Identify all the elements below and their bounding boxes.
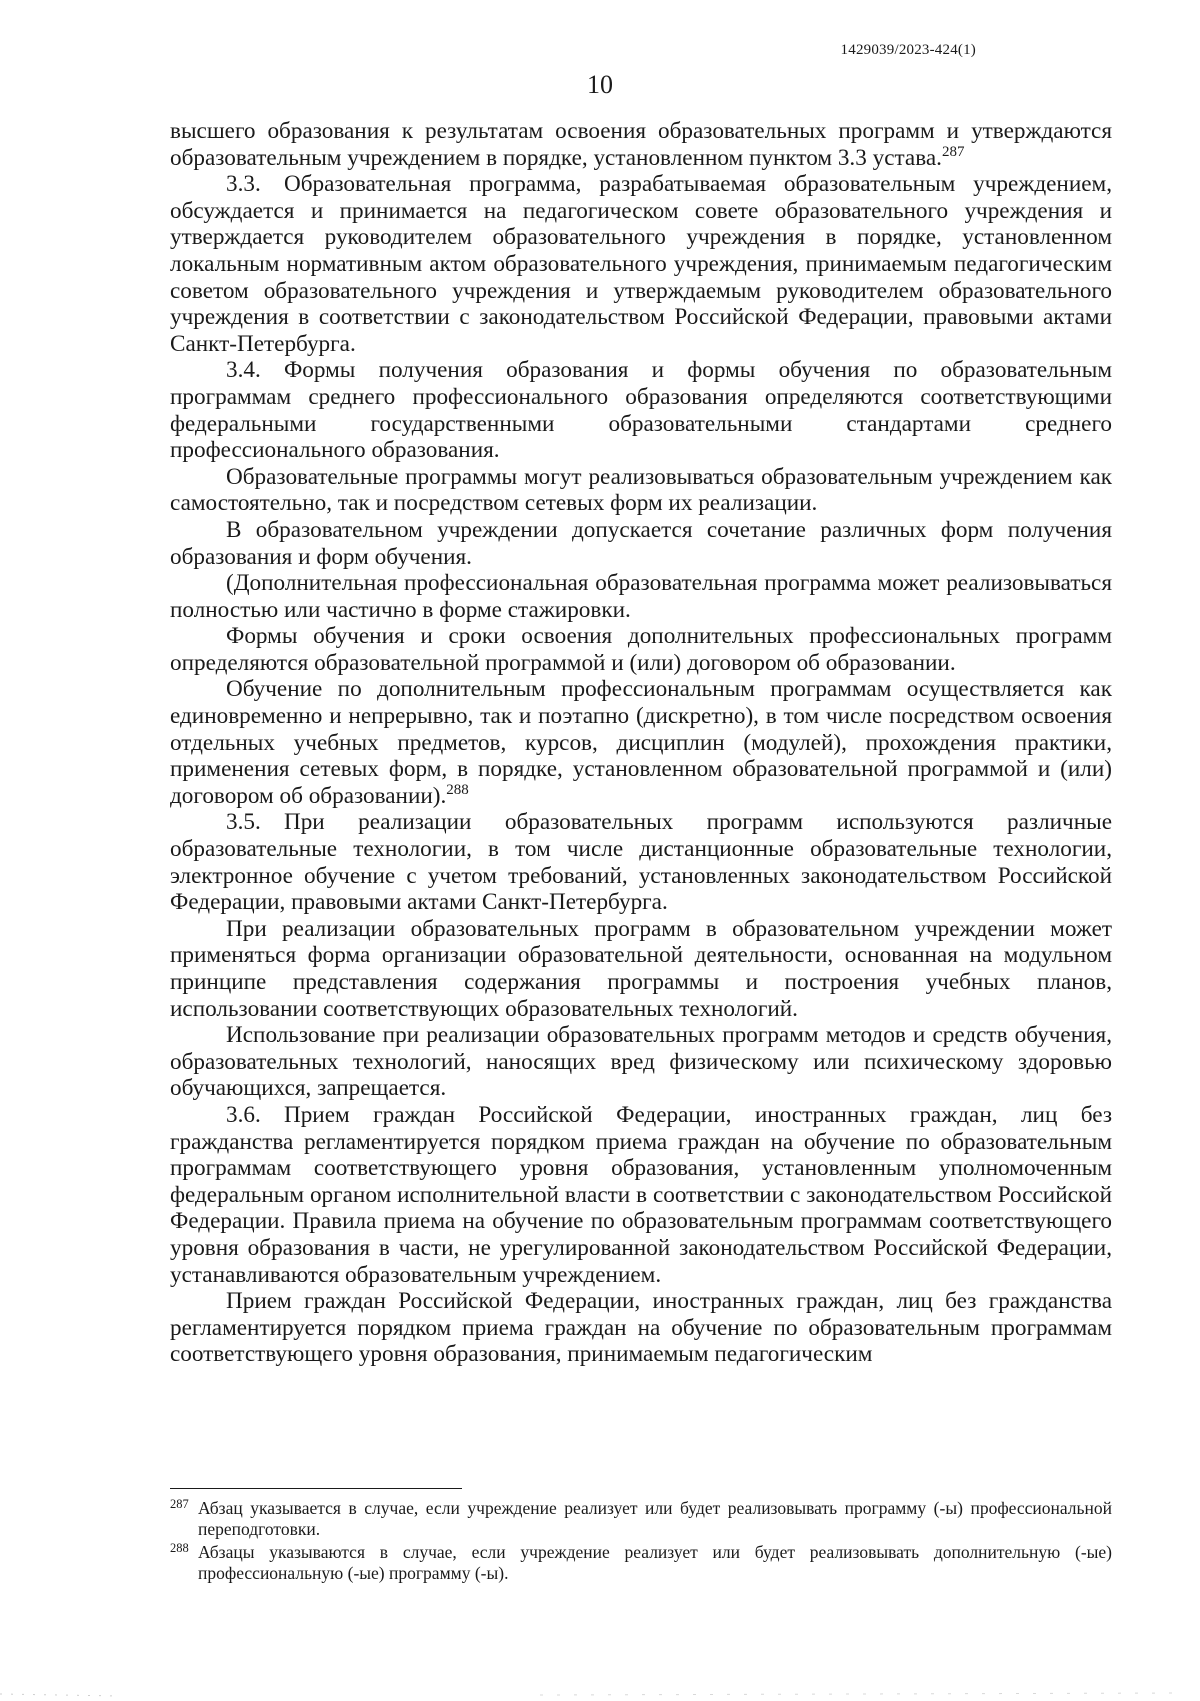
scan-noise-edge [0,1690,1200,1701]
footnote [170,1542,1112,1584]
paragraph [170,1102,1112,1288]
paragraph [170,916,1112,1022]
paragraph-text: Формы обучения и сроки освоения дополнительных профессиональных программ определяются образовательной программой и (или) договором об образовании. [170,623,1112,676]
footnote-text: Абзац указывается в случае, если учреждение реализует или будет реализовывать программу (-ы) профессиональной переподготовки. [198,1498,1112,1539]
paragraph [170,171,1112,357]
footnote-separator [170,1488,462,1489]
paragraph-text: При реализации образовательных программ в образовательном учреждении может применяться форма организации образовательной деятельности, основанная на модульном принципе представления содержания программы и построения учебных планов, использовании соответствующих образовательных технологий. [170,915,1112,1022]
paragraph-text: высшего образования к результатам освоения образовательных программ и утверждаются образовательным учреждением в порядке, установленном пунктом 3.3 устава. [170,118,1112,171]
footnote-reference: 287 [941,143,965,160]
paragraph [170,517,1112,570]
paragraph [170,357,1112,463]
paragraph [170,623,1112,676]
document-number: 1429039/2023-424(1) [840,42,976,58]
paragraph [170,1022,1112,1102]
paragraph-text: 3.6. Прием граждан Российской Федерации, иностранных граждан, лиц без гражданства регламентируется порядком приема граждан на обучение по образовательным программам соответствующего уровня образования, установленным уполномоченным федеральным органом исполнительной власти в соответствии с законодательством Российской Федерации. Правила приема на обучение по образовательным программам соответствующего уровня образования в части, не урегулированной законодательством Российской Федерации, устанавливаются образовательным учреждением. [170,1101,1112,1288]
paragraph-text: Прием граждан Российской Федерации, иностранных граждан, лиц без гражданства регламентируется порядком приема граждан на обучение по образовательным программам соответствующего уровня образования, принимаемым педагогическим [170,1288,1112,1368]
paragraph [170,676,1112,809]
paragraph [170,464,1112,517]
paragraph-text: Обучение по дополнительным профессиональным программам осуществляется как единовременно и непрерывно, так и поэтапно (дискретно), в том числе посредством освоения отдельных учебных предметов, курсов, дисциплин (модулей), прохождения практики, применения сетевых форм, в порядке, установленном образовательной программой и (или) договором об образовании). [170,676,1112,809]
page-number: 10 [587,70,613,99]
document-body [170,118,1112,1368]
footnote-mark: 287 [170,1497,189,1511]
footnote-reference: 288 [446,781,469,798]
footnote-text: Абзацы указываются в случае, если учреждение реализует или будет реализовывать дополнительную (-ые) профессиональную (-ые) программу (-ы). [198,1542,1112,1583]
paragraph-text: Образовательные программы могут реализовываться образовательным учреждением как самостоятельно, так и посредством сетевых форм их реализации. [170,463,1112,517]
paragraph-text: 3.4. Формы получения образования и формы обучения по образовательным программам среднего профессионального образования определяются соответствующими федеральными государственными образовательными стандартами среднего профессионального образования. [170,357,1112,464]
footnotes [170,1498,1112,1586]
paragraph-text: В образовательном учреждении допускается сочетание различных форм получения образования и форм обучения. [170,516,1112,570]
paragraph-text: Использование при реализации образовательных программ методов и средств обучения, образовательных технологий, наносящих вред физическому или психическому здоровью обучающихся, запрещается. [170,1022,1112,1102]
paragraph-text: (Дополнительная профессиональная образовательная программа может реализовываться полностью или частично в форме стажировки. [170,570,1112,623]
paragraph-text: 3.3. Образовательная программа, разрабатываемая образовательным учреждением, обсуждается и принимается на педагогическом совете образовательного учреждения и утверждается руководителем образовательного учреждения в порядке, установленном локальным нормативным актом образовательного учреждения, принимаемым педагогическим советом образовательного учреждения и утверждаемым руководителем образовательного учреждения в соответствии с законодательством Российской Федерации, правовыми актами Санкт-Петербурга. [170,171,1112,357]
paragraph [170,809,1112,915]
paragraph [170,118,1112,171]
footnote [170,1498,1112,1540]
paragraph [170,1288,1112,1368]
paragraph-text: 3.5. При реализации образовательных программ используются различные образовательные технологии, в том числе дистанционные образовательные технологии, электронное обучение с учетом требований, установленных законодательством Российской Федерации, правовыми актами Санкт-Петербурга. [170,809,1112,916]
footnote-mark: 288 [170,1541,189,1555]
paragraph [170,570,1112,623]
